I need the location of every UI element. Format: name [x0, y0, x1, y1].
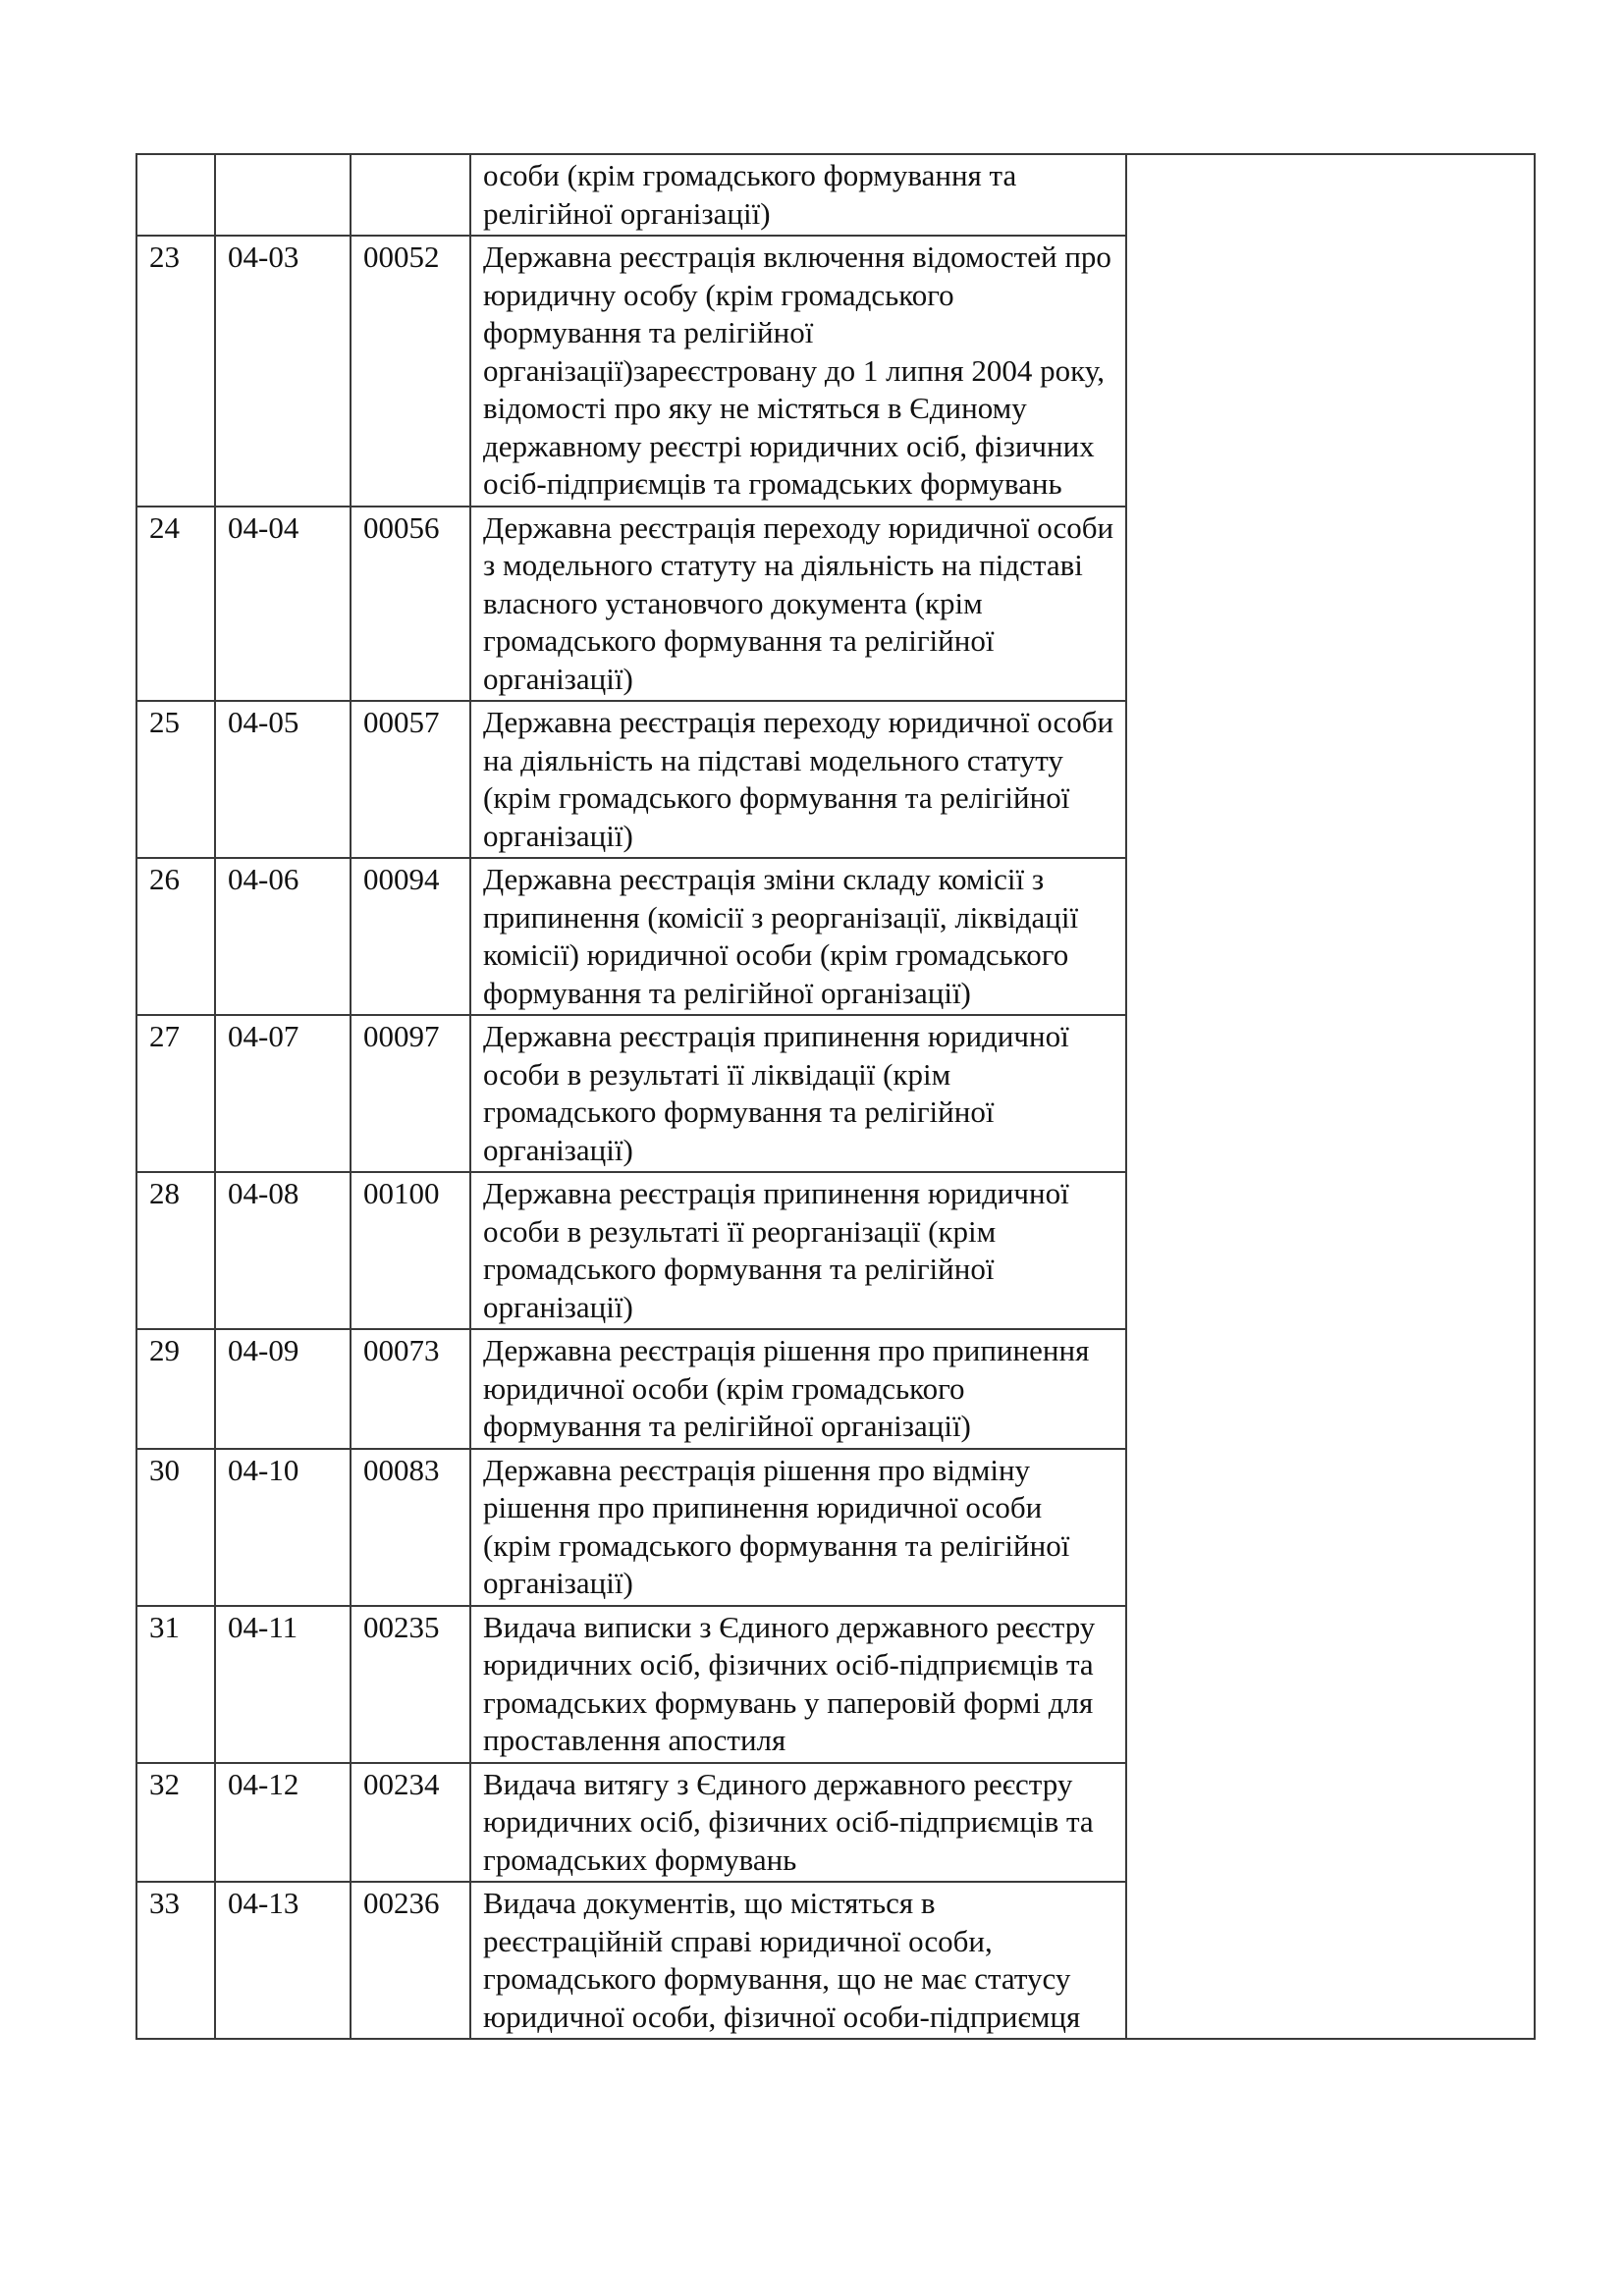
table-row: [136, 154, 1535, 236]
service-name: Державна реєстрація включення відомостей про юридичну особу (крім громадського формування та релігійної організації)зареєстровану до 1 липня 2004 року, відомості про яку не містяться в Єдиному державному реєстрі юридичних осіб, фізичних осіб-підприємців та громадських формувань: [470, 236, 1126, 507]
service-code: 04-04: [215, 507, 351, 702]
row-number: 25: [136, 701, 215, 858]
service-code: 04-07: [215, 1015, 351, 1172]
row-number: 31: [136, 1606, 215, 1763]
service-id: 00234: [351, 1763, 470, 1883]
notes-column: [1126, 154, 1535, 2039]
service-code: 04-12: [215, 1763, 351, 1883]
row-number: 24: [136, 507, 215, 702]
service-code: 04-03: [215, 236, 351, 507]
service-id: 00073: [351, 1329, 470, 1449]
service-id: 00094: [351, 858, 470, 1015]
service-code: 04-13: [215, 1882, 351, 2039]
service-id: 00100: [351, 1172, 470, 1329]
service-id: 00236: [351, 1882, 470, 2039]
service-name: Державна реєстрація переходу юридичної особи на діяльність на підставі модельного статуту (крім громадського формування та релігійної організації): [470, 701, 1126, 858]
row-number: 29: [136, 1329, 215, 1449]
service-name: Державна реєстрація зміни складу комісії з припинення (комісії з реорганізації, ліквідації комісії) юридичної особи (крім громадського формування та релігійної організації): [470, 858, 1126, 1015]
service-id: 00056: [351, 507, 470, 702]
service-name: Державна реєстрація припинення юридичної особи в результаті її ліквідації (крім громадського формування та релігійної організації): [470, 1015, 1126, 1172]
service-code: 04-08: [215, 1172, 351, 1329]
service-id: [351, 154, 470, 236]
services-table: [135, 153, 1536, 2040]
service-name: Видача витягу з Єдиного державного реєстру юридичних осіб, фізичних осіб-підприємців та громадських формувань: [470, 1763, 1126, 1883]
service-code: 04-06: [215, 858, 351, 1015]
service-code: [215, 154, 351, 236]
service-code: 04-10: [215, 1449, 351, 1606]
service-name: Державна реєстрація рішення про припинення юридичної особи (крім громадського формування та релігійної організації): [470, 1329, 1126, 1449]
service-id: 00097: [351, 1015, 470, 1172]
row-number: 23: [136, 236, 215, 507]
service-id: 00235: [351, 1606, 470, 1763]
row-number: 30: [136, 1449, 215, 1606]
service-id: 00083: [351, 1449, 470, 1606]
row-number: 28: [136, 1172, 215, 1329]
service-name: Видача документів, що містяться в реєстраційній справі юридичної особи, громадського формування, що не має статусу юридичної особи, фізичної особи-підприємця: [470, 1882, 1126, 2039]
service-id: 00057: [351, 701, 470, 858]
row-number: 27: [136, 1015, 215, 1172]
row-number: 26: [136, 858, 215, 1015]
service-name: Видача виписки з Єдиного державного реєстру юридичних осіб, фізичних осіб-підприємців та громадських формувань у паперовій формі для проставлення апостиля: [470, 1606, 1126, 1763]
service-code: 04-11: [215, 1606, 351, 1763]
service-code: 04-05: [215, 701, 351, 858]
service-name: Державна реєстрація переходу юридичної особи з модельного статуту на діяльність на підставі власного установчого документа (крім громадського формування та релігійної організації): [470, 507, 1126, 702]
row-number: [136, 154, 215, 236]
row-number: 32: [136, 1763, 215, 1883]
service-name: Державна реєстрація припинення юридичної особи в результаті її реорганізації (крім громадського формування та релігійної організації): [470, 1172, 1126, 1329]
service-code: 04-09: [215, 1329, 351, 1449]
row-number: 33: [136, 1882, 215, 2039]
document-page: [135, 153, 1534, 2040]
service-id: 00052: [351, 236, 470, 507]
service-name: особи (крім громадського формування та релігійної організації): [470, 154, 1126, 236]
service-name: Державна реєстрація рішення про відміну рішення про припинення юридичної особи (крім громадського формування та релігійної організації): [470, 1449, 1126, 1606]
